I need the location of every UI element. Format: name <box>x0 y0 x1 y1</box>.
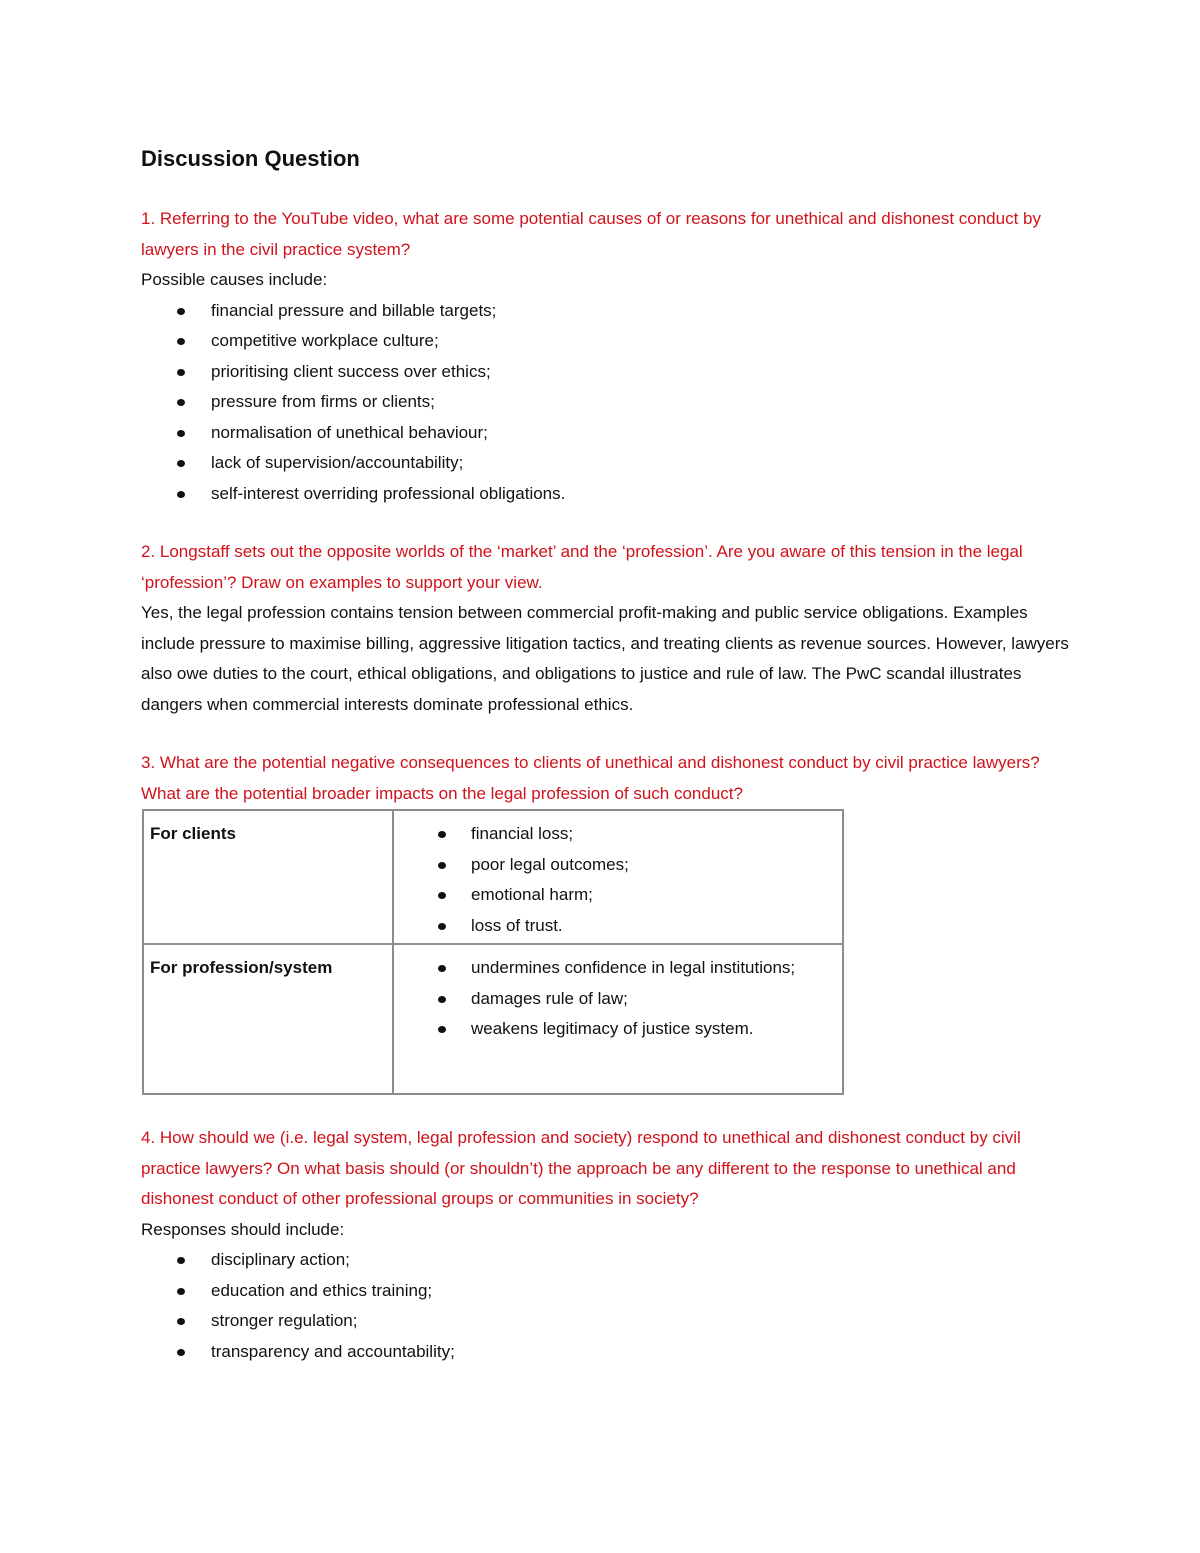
question-1-section <box>141 204 1071 509</box>
list-item-text: financial pressure and billable targets; <box>211 300 497 320</box>
list-item <box>141 326 1071 357</box>
list-item <box>394 953 834 984</box>
list-item-text: competitive workplace culture; <box>211 331 439 350</box>
bullet-icon <box>177 1257 185 1264</box>
question-4-text: 4. How should we (i.e. legal system, legal profession and society) respond to unethical and dishonest conduct by civil practice lawyers? On what basis should (or shouldn’t) the approach be any different to the response to unethical and dishonest conduct of other professional groups or communities in society? <box>141 1128 1021 1208</box>
list-item <box>141 296 1071 327</box>
bullet-icon <box>438 862 446 869</box>
list-item <box>394 880 834 911</box>
list-item-text: stronger regulation; <box>211 1311 358 1330</box>
question-1-intro: Possible causes include: <box>141 270 328 289</box>
list-item <box>394 850 834 881</box>
list-item-text: damages rule of law; <box>471 988 628 1008</box>
list-item-text: emotional harm; <box>471 885 593 904</box>
list-item <box>141 1276 1071 1307</box>
bullet-icon <box>177 430 185 437</box>
question-4-intro: Responses should include: <box>141 1219 345 1239</box>
list-item-text: pressure from firms or clients; <box>211 392 435 411</box>
table-cell-profession <box>393 944 843 1094</box>
list-item-text: transparency and accountability; <box>211 1341 455 1361</box>
list-item <box>141 357 1071 388</box>
bullet-icon <box>177 369 185 376</box>
bullet-icon <box>438 892 446 899</box>
bullet-icon <box>177 1288 185 1295</box>
list-item <box>141 479 1071 510</box>
bullet-icon <box>177 338 185 345</box>
list-item <box>141 418 1071 449</box>
question-3-text: 3. What are the potential negative consequences to clients of unethical and dishonest conduct by civil practice lawyers? What are the potential broader impacts on the legal profession of such conduct? <box>141 753 1040 803</box>
list-item <box>141 387 1071 418</box>
bullet-icon <box>177 399 185 406</box>
table-row <box>143 810 843 944</box>
list-item-text: loss of trust. <box>471 915 563 935</box>
bullet-icon <box>438 831 446 838</box>
profession-list <box>394 953 834 1045</box>
list-item <box>394 819 834 850</box>
table-cell-clients <box>393 810 843 944</box>
list-item-text: poor legal outcomes; <box>471 854 629 874</box>
list-item-text: lack of supervision/accountability; <box>211 453 464 472</box>
list-item-text: prioritising client success over ethics; <box>211 361 491 381</box>
question-3-section <box>141 748 1071 1095</box>
question-2-answer: Yes, the legal profession contains tension between commercial profit-making and public service obligations. Examples include pressure to maximise billing, aggressive litigation tactics, and treating clients as revenue sources. However, lawyers also owe duties to the court, ethical obligations, and obligations to justice and rule of law. The PwC scandal illustrates dangers when commercial interests dominate professional ethics. <box>141 603 1069 714</box>
bullet-icon <box>177 460 185 467</box>
list-item-text: financial loss; <box>471 824 574 843</box>
bullet-icon <box>177 308 185 315</box>
list-item-text: education and ethics training; <box>211 1280 433 1300</box>
question-4-section <box>141 1123 1071 1367</box>
question-4-list <box>141 1245 1071 1367</box>
list-item <box>394 984 834 1015</box>
question-2-text: 2. Longstaff sets out the opposite worlds of the ‘market’ and the ‘profession’. Are you aware of this tension in the legal ‘profession’? Draw on examples to support your view. <box>141 542 1023 592</box>
bullet-icon <box>438 965 446 972</box>
table-row <box>143 944 843 1094</box>
list-item-text: normalisation of unethical behaviour; <box>211 422 488 442</box>
bullet-icon <box>177 1318 185 1325</box>
consequences-table <box>142 809 844 1095</box>
list-item-text: undermines confidence in legal institutions; <box>471 958 796 977</box>
list-item-text: weakens legitimacy of justice system. <box>471 1019 754 1038</box>
list-item <box>141 448 1071 479</box>
bullet-icon <box>438 1026 446 1033</box>
page-title: Discussion Question <box>141 146 360 171</box>
list-item-text: disciplinary action; <box>211 1250 350 1269</box>
bullet-icon <box>177 491 185 498</box>
list-item-text: self-interest overriding professional obligations. <box>211 483 566 503</box>
document-page <box>141 140 1071 1367</box>
bullet-icon <box>438 996 446 1003</box>
list-item <box>141 1245 1071 1276</box>
question-1-text: 1. Referring to the YouTube video, what are some potential causes of or reasons for unethical and dishonest conduct by lawyers in the civil practice system? <box>141 209 1041 259</box>
table-label-profession: For profession/system <box>143 944 393 1094</box>
question-1-list <box>141 296 1071 510</box>
list-item <box>141 1306 1071 1337</box>
bullet-icon <box>438 923 446 930</box>
list-item <box>141 1337 1071 1368</box>
question-2-section <box>141 537 1071 720</box>
table-label-clients: For clients <box>143 810 393 944</box>
list-item <box>394 911 834 942</box>
bullet-icon <box>177 1349 185 1356</box>
list-item <box>394 1014 834 1045</box>
clients-list <box>394 819 834 941</box>
